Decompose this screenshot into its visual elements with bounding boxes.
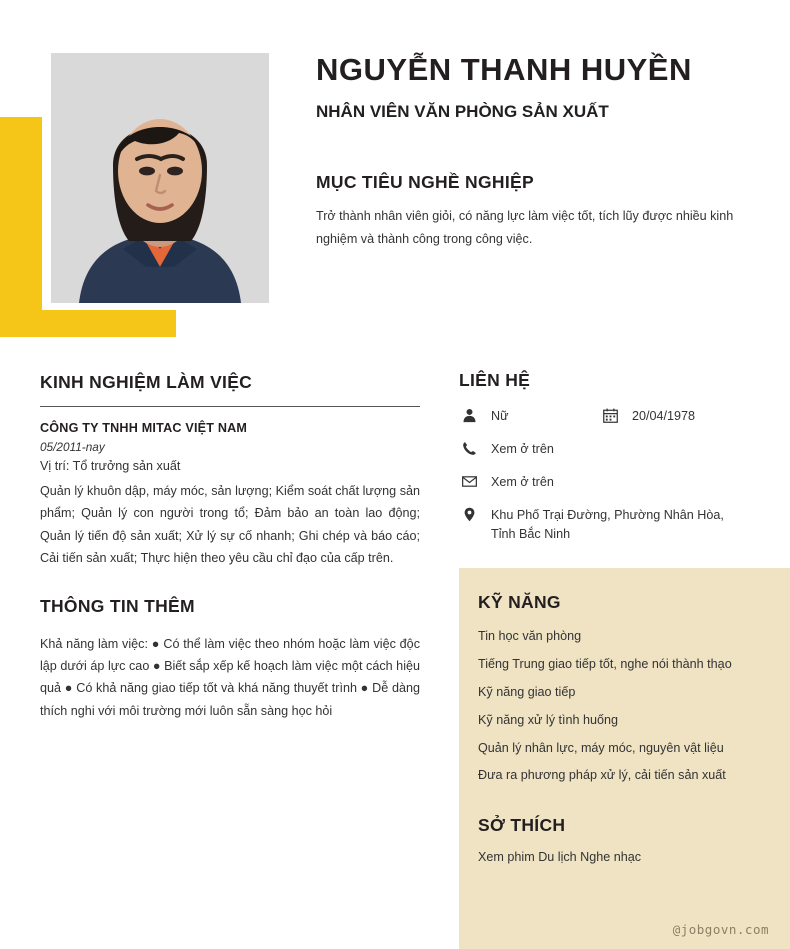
profile-photo: [51, 53, 269, 303]
experience-period: 05/2011-nay: [40, 440, 105, 454]
experience-company: CÔNG TY TNHH MITAC VIỆT NAM: [40, 421, 248, 435]
hobbies-text: Xem phim Du lịch Nghe nhạc: [478, 850, 642, 865]
contact-gender: [459, 407, 600, 426]
job-title: NHÂN VIÊN VĂN PHÒNG SẢN XUẤT: [316, 102, 609, 121]
contact-address: [459, 506, 790, 544]
contact-phone: [459, 440, 790, 459]
contact-address-value: Khu Phố Trại Đường, Phường Nhân Hòa, Tỉnh Bắc Ninh: [491, 507, 724, 541]
skills-hobbies-panel: [459, 568, 790, 949]
additional-section-title: THÔNG TIN THÊM: [40, 595, 195, 616]
contact-birthday-value: 20/04/1978: [632, 409, 696, 423]
contact-section-title: LIÊN HỆ: [459, 370, 531, 390]
list-item: Đưa ra phương pháp xử lý, cải tiến sản xuất: [478, 768, 726, 783]
experience-position: Vị trí: Tổ trưởng sản xuất: [40, 459, 181, 473]
career-objective-text: Trở thành nhân viên giỏi, có năng lực làm việc tốt, tích lũy được nhiều kinh nghiệm và thành công trong công việc.: [316, 209, 734, 247]
list-item: Tiếng Trung giao tiếp tốt, nghe nói thành thạo: [478, 656, 732, 671]
list-item: Quản lý nhân lực, máy móc, nguyên vật liệu: [478, 740, 724, 755]
hobbies-section-title: SỞ THÍCH: [478, 815, 566, 836]
contact-birthday: [600, 407, 695, 426]
list-item: Kỹ năng giao tiếp: [478, 684, 576, 699]
contact-gender-value: Nữ: [491, 409, 509, 423]
additional-info-text: Khả năng làm việc: ● Có thể làm việc theo nhóm hoặc làm việc độc lập dưới áp lực cao ● Biết sắp xếp kế hoạch làm việc một cách hiệu quả ● Có khả năng giao tiếp tốt và khá năng thuyết trình ● Dễ dàng thích nghi với môi trường mới luôn sẵn sàng học hỏi: [40, 636, 420, 718]
contact-email-value: Xem ở trên: [491, 474, 554, 489]
left-column: [40, 372, 420, 735]
experience-duties: Quản lý khuôn dập, máy móc, sản lượng; Kiểm soát chất lượng sản phẩm; Quản lý con người trong tổ; Đảm bảo an toàn lao động; Quản lý tiến độ sản xuất; Xử lý sự cố nhanh; Ghi chép và báo cáo; Cải tiến sản xuất; Thực hiện theo yêu cầu chỉ đạo của cấp trên.: [40, 484, 420, 566]
header-section: [0, 0, 790, 337]
envelope-icon: [459, 473, 479, 489]
contact-email: [459, 473, 790, 492]
list-item: Tin học văn phòng: [478, 629, 582, 643]
experience-divider: [40, 406, 420, 407]
experience-section-title: KINH NGHIỆM LÀM VIỆC: [40, 372, 253, 392]
watermark: @jobgovn.com: [672, 922, 769, 937]
skills-section-title: KỸ NĂNG: [478, 592, 561, 612]
page-title: NGUYỄN THANH HUYỀN: [316, 52, 692, 87]
location-pin-icon: [459, 506, 479, 522]
contact-row: [459, 407, 790, 426]
contact-phone-value: Xem ở trên: [491, 441, 554, 456]
person-icon: [459, 407, 479, 423]
phone-icon: [459, 440, 479, 456]
list-item: Kỹ năng xử lý tình huống: [478, 712, 619, 727]
contact-section: [459, 370, 790, 557]
career-objective-heading: MỤC TIÊU NGHỀ NGHIỆP: [316, 172, 534, 192]
calendar-icon: [600, 407, 620, 423]
